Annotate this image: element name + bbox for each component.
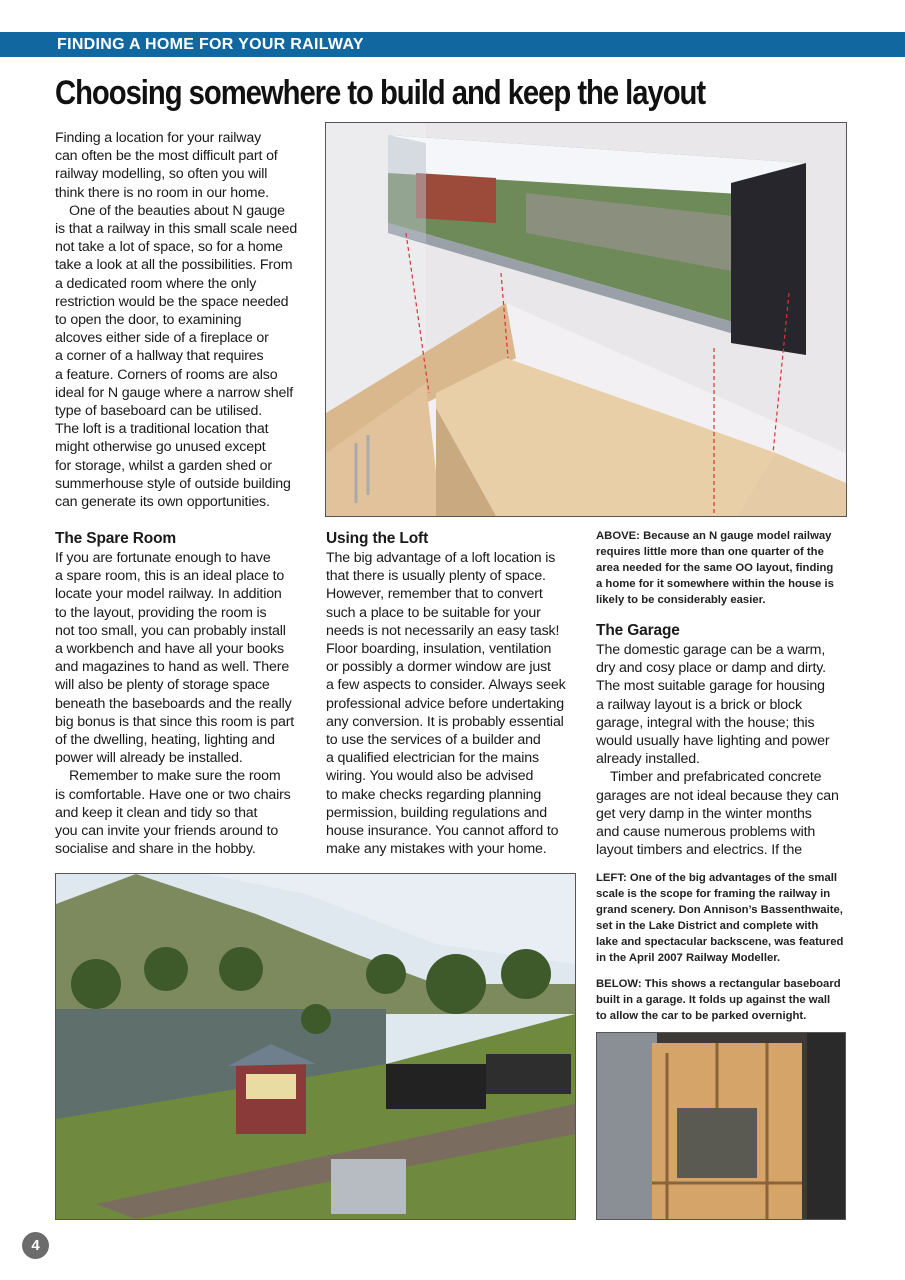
text-line: make any mistakes with your home. — [326, 841, 547, 858]
text-line: One of the beauties about N gauge — [69, 202, 285, 219]
text-line: area needed for the same OO layout, finding — [596, 562, 834, 574]
text-line: you can invite your friends around to — [55, 823, 279, 840]
text-line: If you are fortunate enough to have — [55, 550, 271, 566]
bassenthwaite-layout-photo — [55, 873, 576, 1220]
text-line: of the dwelling, heating, lighting and — [55, 732, 275, 749]
text-line: summerhouse style of outside building — [55, 475, 291, 492]
text-line: Remember to make sure the room — [69, 768, 281, 785]
text-line: permission, building regulations and — [326, 804, 547, 821]
loft-column — [326, 529, 566, 858]
text-line: a dedicated room where the only — [55, 275, 257, 292]
text-line: LEFT: One of the big advantages of the small — [596, 872, 838, 884]
text-line: BELOW: This shows a rectangular baseboard — [596, 978, 841, 990]
text-line: would usually have lighting and power — [596, 733, 830, 750]
intro-text — [55, 129, 297, 511]
loft-layout-illustration — [325, 122, 847, 517]
text-line: to use the services of a builder and — [326, 732, 541, 749]
text-line: layout timbers and electrics. If the — [596, 842, 802, 859]
text-line: ABOVE: Because an N gauge model railway — [596, 530, 832, 542]
text-line: can often be the most difficult part of — [55, 148, 278, 165]
text-line: set in the Lake District and complete with — [596, 920, 819, 932]
page-number: 4 — [22, 1232, 49, 1259]
text-line: grand scenery. Don Annison’s Bassenthwaite, — [596, 904, 843, 916]
caption-above — [596, 528, 834, 608]
text-line: to allow the car to be parked overnight. — [596, 1010, 807, 1022]
text-line: or possibly a dormer window are just — [326, 659, 551, 676]
text-line: railway modelling, so often you will — [55, 166, 268, 183]
spare-room-heading: The Spare Room — [55, 530, 177, 547]
text-line: a spare room, this is an ideal place to — [55, 568, 285, 585]
text-line: will also be plenty of storage space — [55, 677, 270, 694]
text-line: requires little more than one quarter of the — [596, 546, 824, 558]
text-line: in the April 2007 Railway Modeller. — [596, 952, 781, 964]
text-line: and magazines to hand as well. There — [55, 659, 290, 676]
photo-svg — [56, 874, 575, 1219]
text-line: that there is usually plenty of space. — [326, 568, 546, 585]
text-line: Timber and prefabricated concrete — [610, 769, 822, 786]
text-line: likely to be considerably easier. — [596, 594, 766, 606]
text-line: wiring. You would also be advised — [326, 768, 534, 785]
text-line: can generate its own opportunities. — [55, 494, 270, 511]
page-title: Choosing somewhere to build and keep the layout — [55, 74, 706, 112]
garage-heading: The Garage — [596, 622, 680, 639]
garage-column — [596, 621, 839, 859]
text-line: locate your model railway. In addition — [55, 586, 282, 603]
text-line: is that a railway in this small scale need — [55, 221, 298, 238]
garage-baseboard-photo — [596, 1032, 846, 1220]
text-line: ideal for N gauge where a narrow shelf — [55, 384, 293, 401]
text-line: a few aspects to consider. Always seek — [326, 677, 566, 694]
text-line: get very damp in the winter months — [596, 805, 812, 822]
spare-room-column — [55, 529, 294, 858]
text-line: a feature. Corners of rooms are also — [55, 366, 278, 383]
text-line: and cause numerous problems with — [596, 824, 816, 841]
text-line: to make checks regarding planning — [326, 786, 542, 803]
text-line: professional advice before undertaking — [326, 695, 565, 712]
text-line: is comfortable. Have one or two chairs — [55, 786, 291, 803]
text-line: alcoves either side of a fireplace or — [55, 330, 269, 347]
text-line: Finding a location for your railway — [55, 130, 262, 146]
text-line: house insurance. You cannot afford to — [326, 823, 559, 840]
text-line: needs is not necessarily an easy task! — [326, 622, 560, 639]
text-line: The domestic garage can be a warm, — [596, 642, 826, 658]
photo-svg-garage — [597, 1033, 845, 1219]
text-line: lake and spectacular backscene, was featured — [596, 936, 844, 948]
text-line: The loft is a traditional location that — [55, 421, 269, 438]
text-line: garages are not ideal because they can — [596, 787, 839, 804]
text-line: already installed. — [596, 751, 700, 768]
text-line: to open the door, to examining — [55, 312, 242, 329]
text-line: restriction would be the space needed — [55, 293, 289, 310]
section-banner-text: FINDING A HOME FOR YOUR RAILWAY — [57, 36, 364, 53]
text-line: a corner of a hallway that requires — [55, 348, 264, 365]
text-line: a railway layout is a brick or block — [596, 696, 802, 713]
text-line: type of baseboard can be utilised. — [55, 403, 263, 420]
loft-heading: Using the Loft — [326, 530, 429, 547]
text-line: dry and cosy place or damp and dirty. — [596, 660, 826, 677]
caption-below — [596, 976, 841, 1024]
text-line: The most suitable garage for housing — [596, 678, 825, 695]
text-line: big bonus is that since this room is part — [55, 713, 295, 730]
text-line: garage, integral with the house; this — [596, 714, 815, 731]
text-line: beneath the baseboards and the really — [55, 695, 292, 712]
text-line: a qualified electrician for the mains — [326, 750, 539, 767]
section-banner — [0, 32, 905, 57]
text-line: think there is no room in our home. — [55, 184, 269, 201]
text-line: not too small, you can probably install — [55, 622, 286, 639]
text-line: not take a lot of space, so for a home — [55, 239, 283, 256]
text-line: a home for it somewhere within the house is — [596, 578, 834, 590]
text-line: socialise and share in the hobby. — [55, 841, 256, 858]
text-line: built in a garage. It folds up against the wall — [596, 994, 831, 1006]
text-line: such a place to be suitable for your — [326, 604, 541, 621]
text-line: for storage, whilst a garden shed or — [55, 457, 272, 474]
text-line: However, remember that to convert — [326, 586, 543, 603]
text-line: a workbench and have all your books — [55, 641, 284, 658]
text-line: and keep it clean and tidy so that — [55, 804, 258, 821]
text-line: Floor boarding, insulation, ventilation — [326, 641, 552, 658]
text-line: might otherwise go unused except — [55, 439, 266, 456]
text-line: scale is the scope for framing the railway in — [596, 888, 831, 900]
text-line: any conversion. It is probably essential — [326, 713, 564, 730]
text-line: take a look at all the possibilities. From — [55, 257, 293, 274]
text-line: The big advantage of a loft location is — [326, 550, 556, 566]
text-line: power will already be installed. — [55, 750, 243, 767]
text-line: to the layout, providing the room is — [55, 604, 267, 621]
illustration-svg — [326, 123, 846, 516]
caption-left — [596, 870, 843, 966]
